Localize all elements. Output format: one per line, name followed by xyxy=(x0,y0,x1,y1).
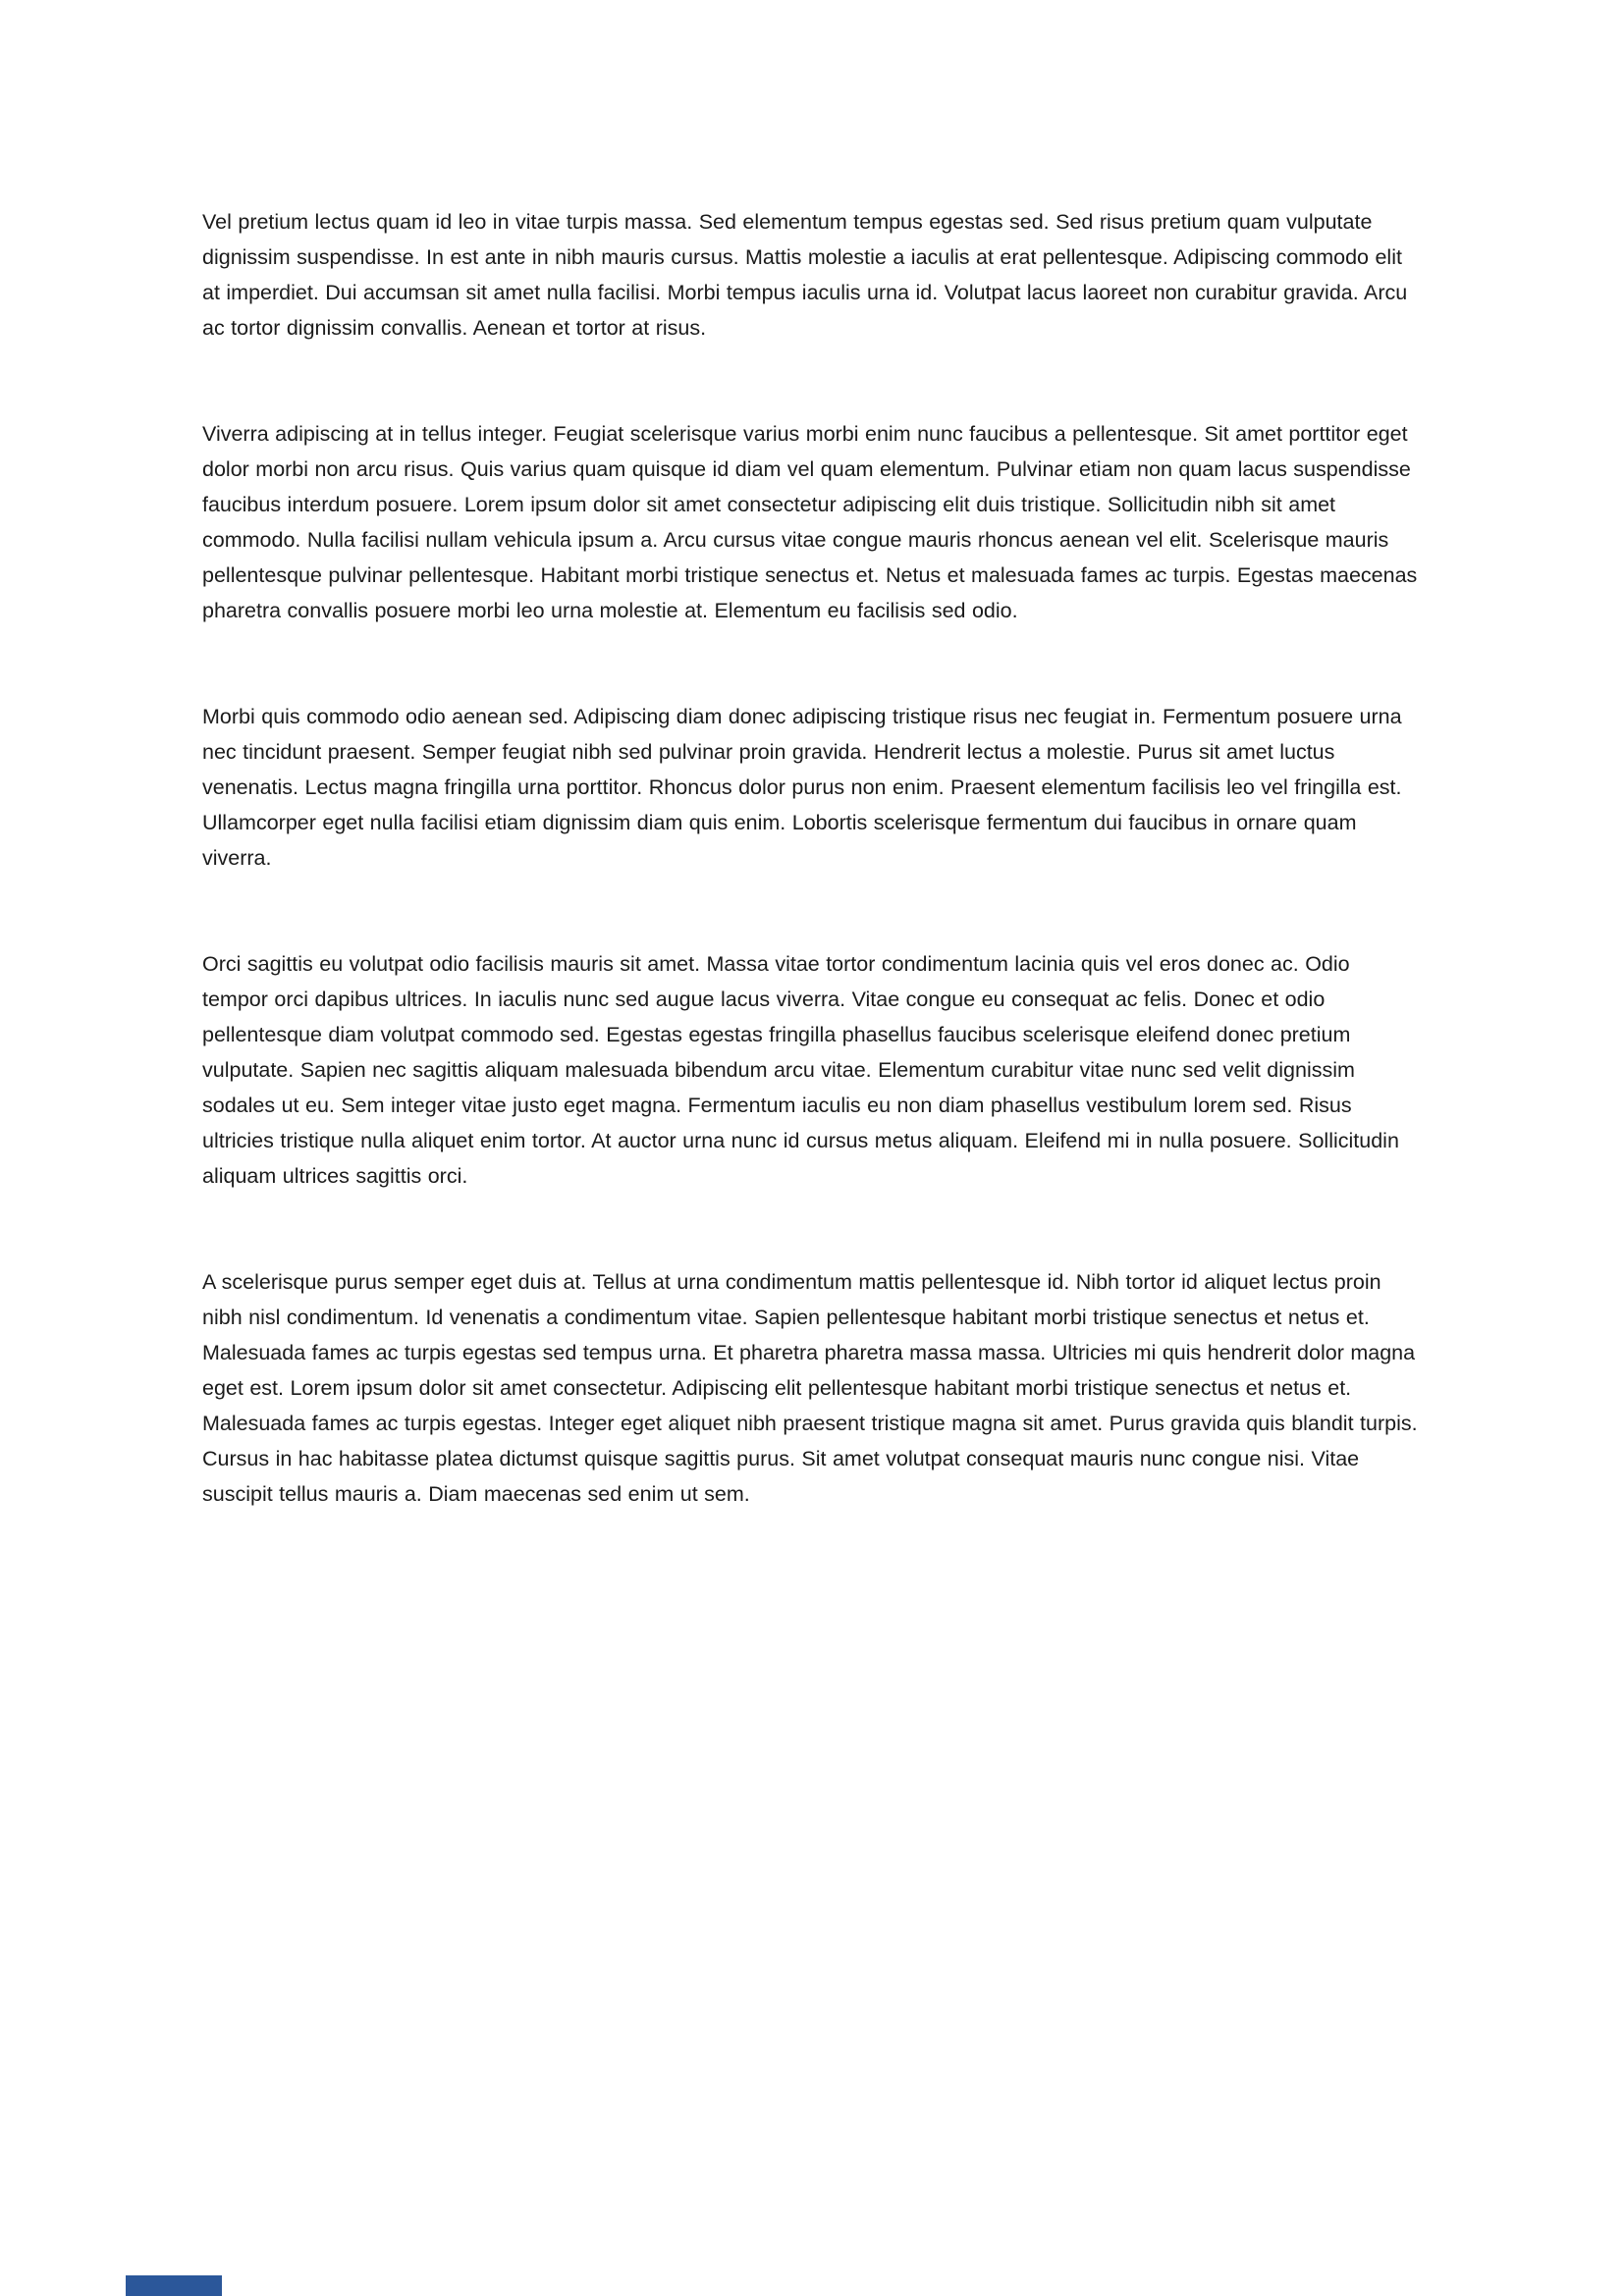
paragraph-4[interactable]: Orci sagittis eu volutpat odio facilisis mauris sit amet. Massa vitae tortor condimentum lacinia quis vel eros donec ac. Odio tempor orci dapibus ultrices. In iaculis nunc sed augue lacus viverra. Vitae congue eu consequat ac felis. Donec et odio pellentesque diam volutpat commodo sed. Egestas egestas fringilla phasellus faucibus scelerisque eleifend donec pretium vulputate. Sapien nec sagittis aliquam malesuada bibendum arcu vitae. Elementum curabitur vitae nunc sed velit dignissim sodales ut eu. Sem integer vitae justo eget magna. Fermentum iaculis eu non diam phasellus vestibulum lorem sed. Risus ultricies tristique nulla aliquet enim tortor. At auctor urna nunc id cursus metus aliquam. Eleifend mi in nulla posuere. Sollicitudin aliquam ultrices sagittis orci. xyxy=(202,952,1399,1188)
paragraph-3[interactable]: Morbi quis commodo odio aenean sed. Adipiscing diam donec adipiscing tristique risus nec feugiat in. Fermentum posuere urna nec tincidunt praesent. Semper feugiat nibh sed pulvinar proin gravida. Hendrerit lectus a molestie. Purus sit amet luctus venenatis. Lectus magna fringilla urna porttitor. Rhoncus dolor purus non enim. Praesent elementum facilisis leo vel fringilla est. Ullamcorper eget nulla facilisi etiam dignissim diam quis enim. Lobortis scelerisque fermentum dui faucibus in ornare quam viverra. xyxy=(202,705,1402,870)
paragraph-1[interactable]: Vel pretium lectus quam id leo in vitae turpis massa. Sed elementum tempus egestas sed. Sed risus pretium quam vulputate dignissim suspendisse. In est ante in nibh mauris cursus. Mattis molestie a iaculis at erat pellentesque. Adipiscing commodo elit at imperdiet. Dui accumsan sit amet nulla facilisi. Morbi tempus iaculis urna id. Volutpat lacus laoreet non curabitur gravida. Arcu ac tortor dignissim convallis. Aenean et tortor at risus. xyxy=(202,210,1408,340)
taskbar-fragment[interactable] xyxy=(126,2275,222,2296)
paragraph-2[interactable]: Viverra adipiscing at in tellus integer. Feugiat scelerisque varius morbi enim nunc faucibus a pellentesque. Sit amet porttitor eget dolor morbi non arcu risus. Quis varius quam quisque id diam vel quam elementum. Pulvinar etiam non quam lacus suspendisse faucibus interdum posuere. Lorem ipsum dolor sit amet consectetur adipiscing elit duis tristique. Sollicitudin nibh sit amet commodo. Nulla facilisi nullam vehicula ipsum a. Arcu cursus vitae congue mauris rhoncus aenean vel elit. Scelerisque mauris pellentesque pulvinar pellentesque. Habitant morbi tristique senectus et. Netus et malesuada fames ac turpis. Egestas maecenas pharetra convallis posuere morbi leo urna molestie at. Elementum eu facilisis sed odio. xyxy=(202,422,1418,622)
paragraph-5[interactable]: A scelerisque purus semper eget duis at. Tellus at urna condimentum mattis pellentesque id. Nibh tortor id aliquet lectus proin nibh nisl condimentum. Id venenatis a condimentum vitae. Sapien pellentesque habitant morbi tristique senectus et netus et. Malesuada fames ac turpis egestas sed tempus urna. Et pharetra pharetra massa massa. Ultricies mi quis hendrerit dolor magna eget est. Lorem ipsum dolor sit amet consectetur. Adipiscing elit pellentesque habitant morbi tristique senectus et netus et. Malesuada fames ac turpis egestas. Integer eget aliquet nibh praesent tristique magna sit amet. Purus gravida quis blandit turpis. Cursus in hac habitasse platea dictumst quisque sagittis purus. Sit amet volutpat consequat mauris nunc congue nisi. Vitae suscipit tellus mauris a. Diam maecenas sed enim ut sem. xyxy=(202,1270,1418,1506)
document-text-area xyxy=(202,204,1420,1512)
